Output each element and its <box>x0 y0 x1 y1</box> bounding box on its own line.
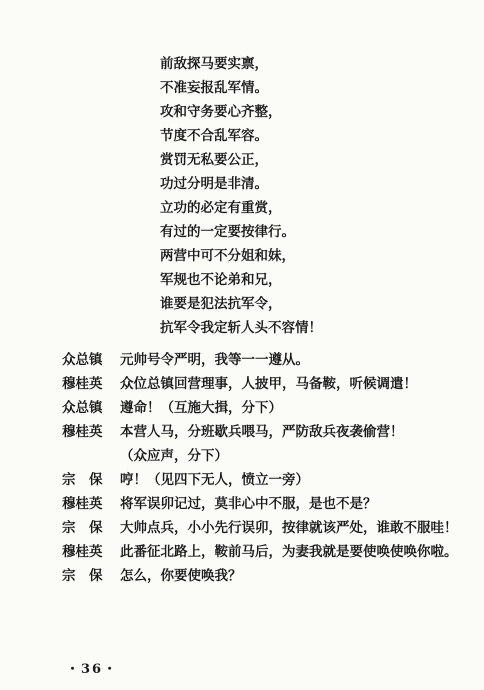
dialogue-line <box>62 468 462 492</box>
dialogue-text: 怎么，你要使唤我？ <box>120 568 242 584</box>
speaker-name: 穆桂英 <box>62 376 103 392</box>
speaker-name: 众总镇 <box>62 400 103 416</box>
verse-line: 军规也不论弟和兄， <box>160 272 282 288</box>
dialogue-text: 元帅号令严明，我等一一遵从。 <box>120 352 309 368</box>
dialogue-line <box>62 516 462 540</box>
dialogue-text: （众应声，分下） <box>120 448 228 464</box>
dialogue-text: 哼！（见四下无人，愤立一旁） <box>120 472 309 488</box>
dialogue-line <box>62 492 462 516</box>
speaker-name: 穆桂英 <box>62 424 103 440</box>
dialogue-line <box>62 420 462 444</box>
speaker-name <box>62 444 120 468</box>
verse-line: 不准妄报乱军情。 <box>160 80 268 96</box>
dialogue-block <box>62 348 462 588</box>
verse-line: 节度不合乱军容。 <box>160 128 268 144</box>
dialogue-text: 大帅点兵，小小先行误卯，按律就该严处，谁敢不服哇！ <box>120 520 458 536</box>
dialogue-text: 众位总镇回营理事，人披甲，马备鞍，听候调遣！ <box>120 376 417 392</box>
verse-block <box>160 52 322 340</box>
verse-line: 谁要是犯法抗军令， <box>160 296 282 312</box>
speaker-name: 宗 保 <box>62 520 103 536</box>
verse-line: 前敌探马要实禀， <box>160 56 268 72</box>
verse-line: 攻和守务要心齐整， <box>160 104 282 120</box>
dialogue-line <box>62 540 462 564</box>
dialogue-line <box>62 348 462 372</box>
verse-line: 抗军令我定斩人头不容情！ <box>160 320 322 336</box>
dialogue-text: 本营人马，分班歇兵喂马，严防敌兵夜袭偷营！ <box>120 424 404 440</box>
verse-line: 有过的一定要按律行。 <box>160 224 295 240</box>
dialogue-text: 遵命！（互施大揖，分下） <box>120 400 282 416</box>
dialogue-line <box>62 564 462 588</box>
speaker-name: 穆桂英 <box>62 496 103 512</box>
dialogue-line <box>62 396 462 420</box>
stage-direction <box>62 444 462 468</box>
dialogue-text: 将军误卯记过，莫非心中不服，是也不是？ <box>120 496 377 512</box>
verse-line: 两营中可不分姐和妹， <box>160 248 295 264</box>
dialogue-line <box>62 372 462 396</box>
verse-line: 赏罚无私要公正， <box>160 152 268 168</box>
dialogue-text: 此番征北路上，鞍前马后，为妻我就是要使唤使唤你啦。 <box>120 544 458 560</box>
speaker-name: 穆桂英 <box>62 544 103 560</box>
verse-line: 功过分明是非清。 <box>160 176 268 192</box>
page-number: ・36・ <box>66 662 119 677</box>
speaker-name: 宗 保 <box>62 568 103 584</box>
verse-line: 立功的必定有重赏， <box>160 200 282 216</box>
speaker-name: 宗 保 <box>62 472 103 488</box>
speaker-name: 众总镇 <box>62 352 103 368</box>
